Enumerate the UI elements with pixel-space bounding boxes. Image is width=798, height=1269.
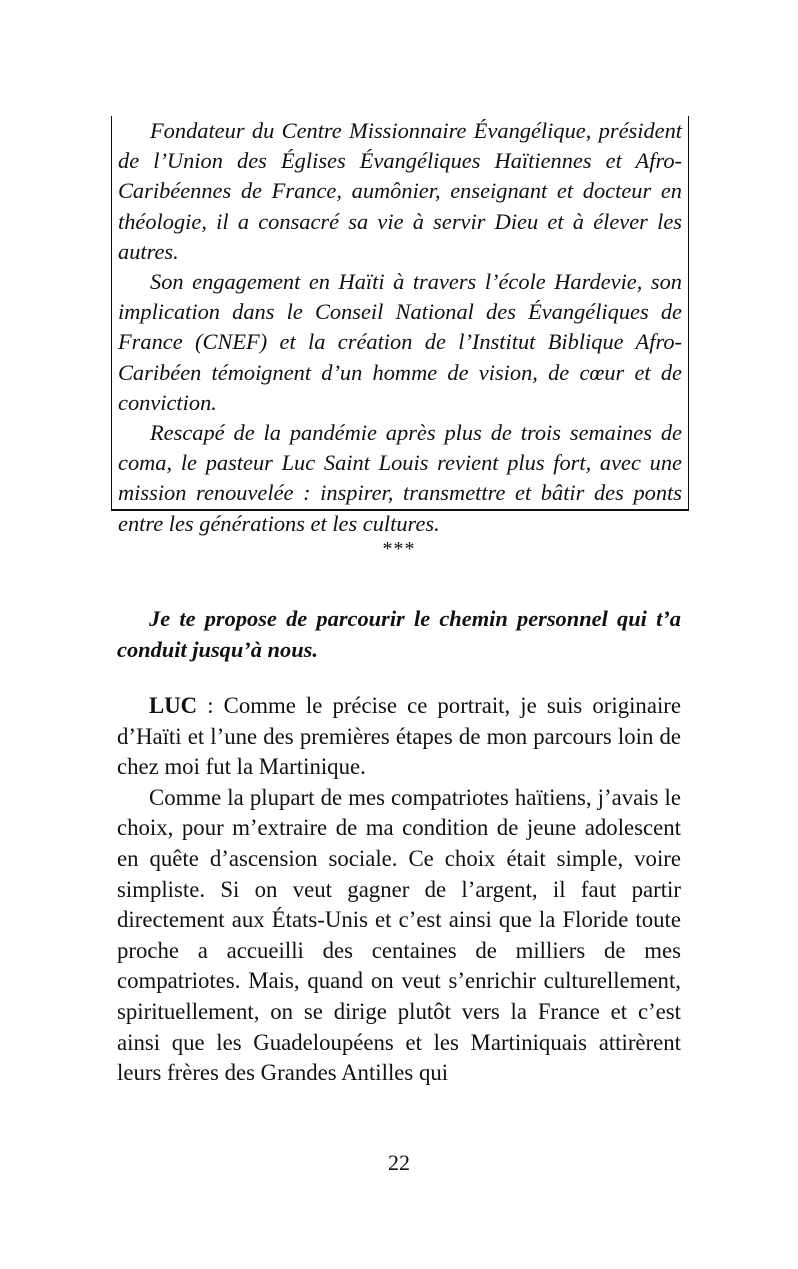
portrait-paragraph: Rescapé de la pandémie après plus de trois semaines de coma, le pasteur Luc Saint Louis revient plus fort, avec une mission renouvelée : inspirer, transmettre et bâtir des ponts entre les générations et les cultures. — [118, 420, 682, 536]
portrait-paragraph: Fondateur du Centre Missionnaire Évangélique, président de l’Union des Églises Évangéliques Haïtiennes et Afro-Caribéennes de France, aumônier, enseignant et docteur en théologie, il a consacré sa vie à servir Dieu et à élever les autres. — [118, 118, 682, 264]
book-page — [117, 0, 681, 1269]
answer-paragraph — [117, 691, 681, 783]
page-number: 22 — [388, 1150, 410, 1175]
answer-text: : Comme le précise ce portrait, je suis originaire d’Haïti et l’une des premières étapes de mon parcours loin de chez moi fut la Martinique. — [117, 693, 681, 780]
speaker-name: LUC — [149, 693, 198, 718]
interview-question: Je te propose de parcourir le chemin personnel qui t’a conduit jusqu’à nous. — [117, 606, 681, 662]
portrait-paragraph: Son engagement en Haïti à travers l’école Hardevie, son implication dans le Conseil National des Évangéliques de France (CNEF) et la création de l’Institut Biblique Afro-Caribéen témoignent d’un homme de vision, de cœur et de conviction. — [118, 269, 682, 415]
section-separator: *** — [382, 538, 416, 560]
interview-answer — [117, 691, 681, 1089]
portrait-box — [111, 116, 689, 536]
portrait-text — [118, 116, 682, 539]
answer-paragraph: Comme la plupart de mes compatriotes haïtiens, j’avais le choix, pour m’extraire de ma condition de jeune adolescent en quête d’ascension sociale. Ce choix était simple, voire simpliste. Si on veut gagner de l’argent, il faut partir directement aux États-Unis et c’est ainsi que la Floride toute proche a accueilli des centaines de milliers de mes compatriotes. Mais, quand on veut s’enrichir culturellement, spirituellement, on se dirige plutôt vers la France et c’est ainsi que les Guadeloupéens et les Martiniquais attirèrent leurs frères des Grandes Antilles qui — [117, 784, 681, 1086]
